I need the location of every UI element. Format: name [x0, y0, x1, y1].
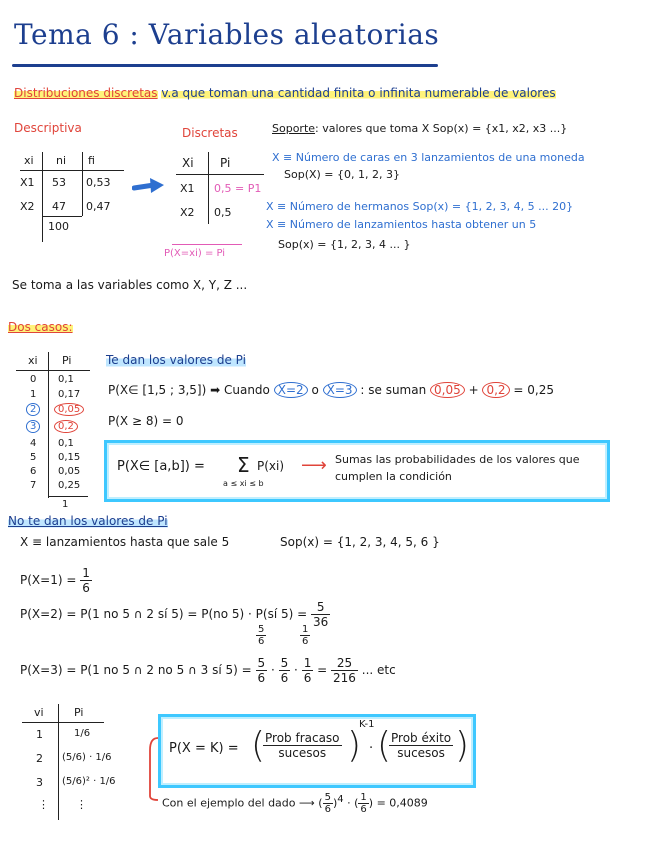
dc-cell: 0,2: [54, 420, 78, 433]
sum-range: a ≤ xi ≤ b: [223, 479, 264, 488]
disc-cell: X1: [180, 182, 195, 195]
frac-den: 6: [257, 671, 266, 685]
example-line: Con el ejemplo del dado ⟶ ( $\frac{5}{6}$ )$^4$ · ( $\frac{1}{6}$ ) = 0,4089: [162, 792, 428, 815]
frac-den: 6: [258, 636, 265, 647]
desc-cell: 0,53: [86, 176, 111, 189]
geo-cell: 1: [36, 728, 43, 741]
p2-line: [20, 600, 330, 629]
v2-circle: 0,2: [482, 382, 509, 398]
geo-cell: 3: [36, 776, 43, 789]
p2-left: P(X=2) = P(1 no 5 ∩ 2 sí 5) = P(no 5) · P(sí 5) =: [20, 607, 308, 621]
frac-den: sucesos: [397, 746, 445, 760]
desc-cell: 53: [52, 176, 66, 189]
box-formula: P(X∈ [a,b]) =: [117, 459, 205, 474]
x3-circle: X=3: [323, 382, 357, 398]
dc-header-pi: Pi: [62, 354, 72, 367]
p2-fraction: [311, 600, 330, 629]
sum-formula-box: [104, 440, 610, 502]
prob-interval: P(X∈ [1,5 ; 3,5]) ➡ Cuando: [108, 383, 270, 397]
soporte-text: : valores que toma X Sop(x) = {x1, x2, x3 ...}: [315, 122, 568, 135]
discrete-heading-row: [14, 86, 556, 100]
p1-fraction: [80, 566, 92, 595]
dc-cell: 0,1: [58, 438, 74, 449]
frac-num: 25: [331, 656, 358, 671]
se-suman: : se suman: [360, 383, 427, 397]
paren-open: (: [251, 725, 266, 766]
soporte-label: Soporte: [272, 122, 316, 135]
dc-header-xi: xi: [28, 354, 38, 367]
discrete-definition: v.a que toman una cantidad finita o infinita numerable de valores: [161, 86, 556, 100]
arrow-right-icon: [132, 176, 166, 196]
dc-cell: 0,17: [58, 389, 81, 400]
etc: ... etc: [361, 663, 396, 677]
p2-sub-fraction-2: [300, 624, 310, 647]
prob-ge8: P(X ≥ 8) = 0: [108, 414, 184, 428]
geo-fracaso-frac: [263, 731, 342, 760]
v1-circle: 0,05: [430, 382, 465, 398]
sum-result: = 0,25: [513, 383, 554, 397]
frac-num: 5: [324, 792, 331, 803]
dc-cell: 2: [26, 403, 40, 416]
p1-left: P(X=1) =: [20, 573, 77, 587]
disc-cell: 0,5: [214, 206, 232, 219]
frac-den: 216: [333, 671, 356, 685]
geo-exponent: K-1: [359, 719, 375, 730]
dc-cell: 1: [30, 389, 37, 400]
soporte-line: [272, 122, 567, 135]
dc-total: 1: [62, 499, 69, 510]
frac-den: sucesos: [278, 746, 327, 760]
dos-casos-heading: Dos casos:: [8, 320, 73, 334]
geo-cell: 1/6: [74, 728, 91, 739]
p3-line: P(X=3) = P(1 no 5 ∩ 2 no 5 ∩ 3 sí 5) = $\frac{5}{6}$ · $\frac{5}{6}$ · $\frac{1}{6}$ = $\frac{25}{216}$ ... etc: [20, 656, 396, 685]
geo-cell: (5/6)² · 1/6: [62, 776, 116, 787]
example-3: X ≡ Número de lanzamientos hasta obtener un 5: [266, 218, 537, 231]
plus-text: +: [468, 383, 479, 397]
example-1-sop: Sop(X) = {0, 1, 2, 3}: [284, 168, 400, 181]
discrete-heading: Distribuciones discretas: [14, 86, 158, 100]
discrete-table: [176, 152, 266, 226]
descriptiva-label: Descriptiva: [14, 121, 82, 135]
sigma-symbol: Σ: [237, 453, 250, 477]
disc-header-pi: Pi: [220, 156, 231, 170]
o-text: o: [311, 383, 319, 397]
sop-values: Sop(x) = {1, 2, 3, 4, 5, 6 }: [280, 535, 440, 549]
no-te-dan-heading: No te dan los valores de Pi: [8, 514, 168, 528]
dc-cell: 7: [30, 480, 37, 491]
paren-open: (: [377, 725, 392, 766]
desc-cell: X2: [20, 200, 35, 213]
geometric-table: [22, 704, 122, 822]
frac-den: 6: [302, 636, 309, 647]
p1-line: [20, 566, 92, 595]
geo-left: P(X = K) =: [169, 741, 239, 756]
frac-num: Prob fracaso: [265, 731, 340, 745]
dc-cell: 0: [30, 374, 37, 385]
discretas-label: Discretas: [182, 126, 238, 140]
dos-casos-table: [16, 352, 96, 510]
desc-header-xi: xi: [24, 154, 34, 167]
desc-total: 100: [48, 220, 69, 233]
frac-num: 1: [360, 792, 367, 803]
dc-cell: 6: [30, 466, 37, 477]
prob-interval-line: [108, 383, 554, 397]
variables-note: Se toma a las variables como X, Y, Z ...: [12, 278, 248, 292]
frac-num: 5: [311, 600, 330, 615]
desc-cell: 47: [52, 200, 66, 213]
frac-num: 5: [280, 656, 289, 670]
disc-header-xi: Xi: [182, 156, 194, 170]
frac-num: 1: [302, 624, 309, 635]
frac-num: 1: [82, 566, 90, 580]
example-1: X ≡ Número de caras en 3 lanzamientos de una moneda: [272, 151, 585, 164]
te-dan-heading: Te dan los valores de Pi: [106, 353, 246, 367]
dc-cell: 0,05: [58, 466, 81, 477]
geo-exito-frac: [389, 731, 453, 760]
box-note-1: Sumas las probabilidades de los valores que: [335, 453, 580, 466]
frac-num: Prob éxito: [391, 731, 452, 745]
example-label: Con el ejemplo del dado ⟶: [162, 796, 315, 810]
descriptive-table: [20, 152, 130, 244]
frac-den: 6: [303, 671, 312, 685]
dc-cell: 3: [26, 420, 40, 433]
title-underline: [12, 64, 438, 67]
prob-formula: P(X=xi) = Pi: [164, 248, 226, 259]
frac-den: 6: [324, 804, 331, 815]
frac-num: 5: [258, 624, 265, 635]
box-note-2: cumplen la condición: [335, 470, 452, 483]
dc-cell: 0,15: [58, 452, 81, 463]
paren-close: ): [455, 725, 470, 766]
example-3-sop: Sop(x) = {1, 2, 3, 4 ... }: [278, 238, 411, 251]
ex-result: = 0,4089: [376, 796, 428, 810]
geo-header-vi: vi: [34, 706, 44, 719]
x2-circle: X=2: [274, 382, 308, 398]
x-definition: X ≡ lanzamientos hasta que sale 5: [20, 535, 230, 549]
frac-den: 6: [360, 804, 367, 815]
frac-den: 36: [313, 615, 329, 629]
frac-num: 1: [303, 656, 312, 670]
frac-num: 5: [257, 656, 266, 670]
geo-header-pi: Pi: [74, 706, 84, 719]
box-pxi: P(xi): [257, 459, 285, 473]
frac-den: 6: [280, 671, 289, 685]
desc-cell: 0,47: [86, 200, 111, 213]
dc-cell: 5: [30, 452, 37, 463]
geo-cell: (5/6) · 1/6: [62, 752, 112, 763]
desc-header-fi: fi: [88, 154, 95, 167]
geo-cell: ⋮: [38, 798, 49, 811]
disc-cell: 0,5 = P1: [214, 182, 262, 195]
paren-close: ): [347, 725, 362, 766]
p3-left: P(X=3) = P(1 no 5 ∩ 2 no 5 ∩ 3 sí 5) =: [20, 663, 252, 677]
geo-dot: ·: [369, 741, 374, 756]
frac-den: 6: [82, 581, 90, 595]
dc-cell: 0,05: [54, 403, 84, 416]
desc-cell: X1: [20, 176, 35, 189]
dc-cell: 0,1: [58, 374, 74, 385]
p2-sub-fraction-1: [256, 624, 266, 647]
geo-cell: ⋮: [76, 798, 87, 811]
desc-header-ni: ni: [56, 154, 67, 167]
arrow-right-icon: ⟶: [301, 455, 327, 476]
dc-cell: 0,25: [58, 480, 81, 491]
geometric-formula-box: [158, 714, 476, 788]
ex-exponent: 4: [337, 793, 344, 805]
example-2: X ≡ Número de hermanos Sop(x) = {1, 2, 3, 4, 5 ... 20}: [266, 200, 574, 213]
disc-cell: X2: [180, 206, 195, 219]
page-title: Tema 6 : Variables aleatorias: [14, 18, 440, 51]
dc-cell: 4: [30, 438, 37, 449]
geo-cell: 2: [36, 752, 43, 765]
